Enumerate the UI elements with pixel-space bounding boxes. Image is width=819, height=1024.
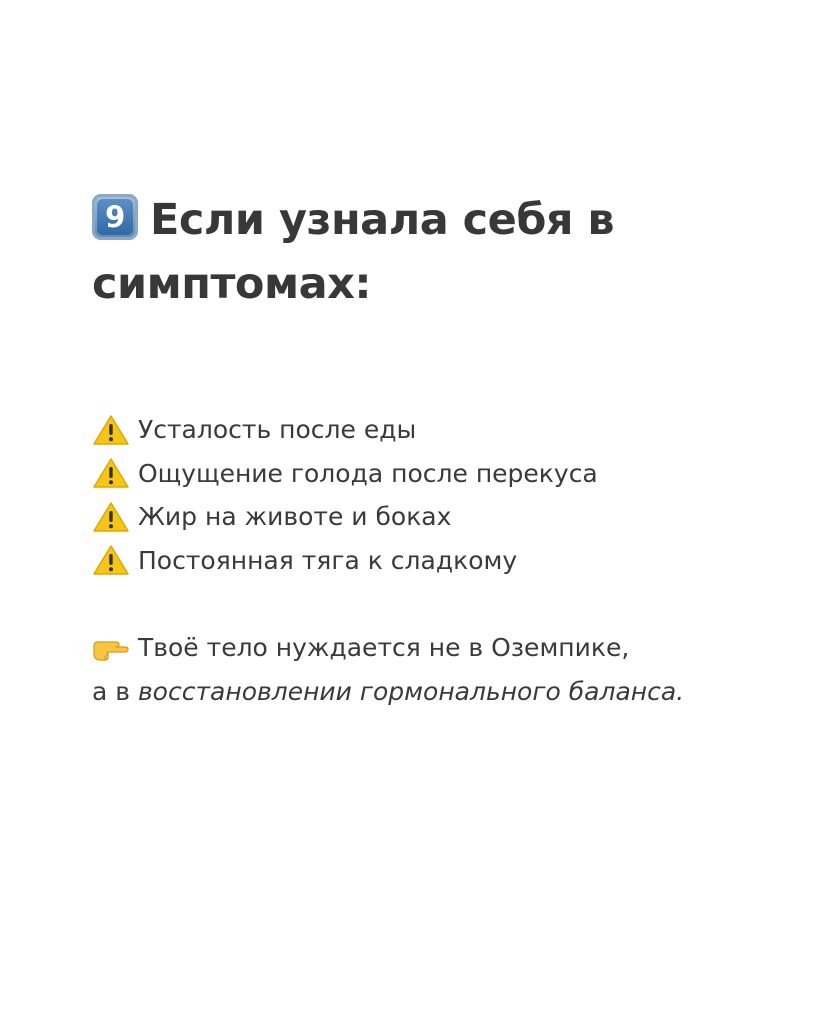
list-item bbox=[92, 495, 792, 539]
warning-icon bbox=[92, 544, 130, 576]
warning-icon bbox=[92, 457, 130, 489]
symptom-text: Усталость после еды bbox=[138, 415, 417, 445]
list-item bbox=[92, 539, 792, 583]
badge-number: 9 bbox=[97, 199, 133, 235]
warning-icon bbox=[92, 414, 130, 446]
symptom-text: Ощущение голода после перекуса bbox=[138, 458, 598, 488]
heading bbox=[92, 188, 752, 316]
note-line-2-prefix: а в bbox=[92, 677, 138, 706]
warning-icon bbox=[92, 501, 130, 533]
symptom-text: Жир на животе и боках bbox=[138, 502, 452, 532]
note-line-2 bbox=[92, 670, 792, 714]
note-line-1 bbox=[92, 626, 792, 670]
note-line-2-emphasis: восстановлении гормонального баланса. bbox=[137, 677, 685, 706]
note-line-1-text: Твоё тело нуждается не в Оземпике, bbox=[138, 633, 630, 662]
pointing-hand-icon bbox=[92, 634, 130, 662]
symptom-text: Постоянная тяга к сладкому bbox=[138, 545, 518, 575]
keycap-digit-nine-icon bbox=[92, 194, 138, 240]
conclusion-note bbox=[92, 626, 792, 714]
list-item bbox=[92, 452, 792, 496]
list-item bbox=[92, 408, 792, 452]
heading-title: Если узнала себя в симптомах: bbox=[92, 195, 615, 309]
symptom-list bbox=[92, 408, 792, 582]
